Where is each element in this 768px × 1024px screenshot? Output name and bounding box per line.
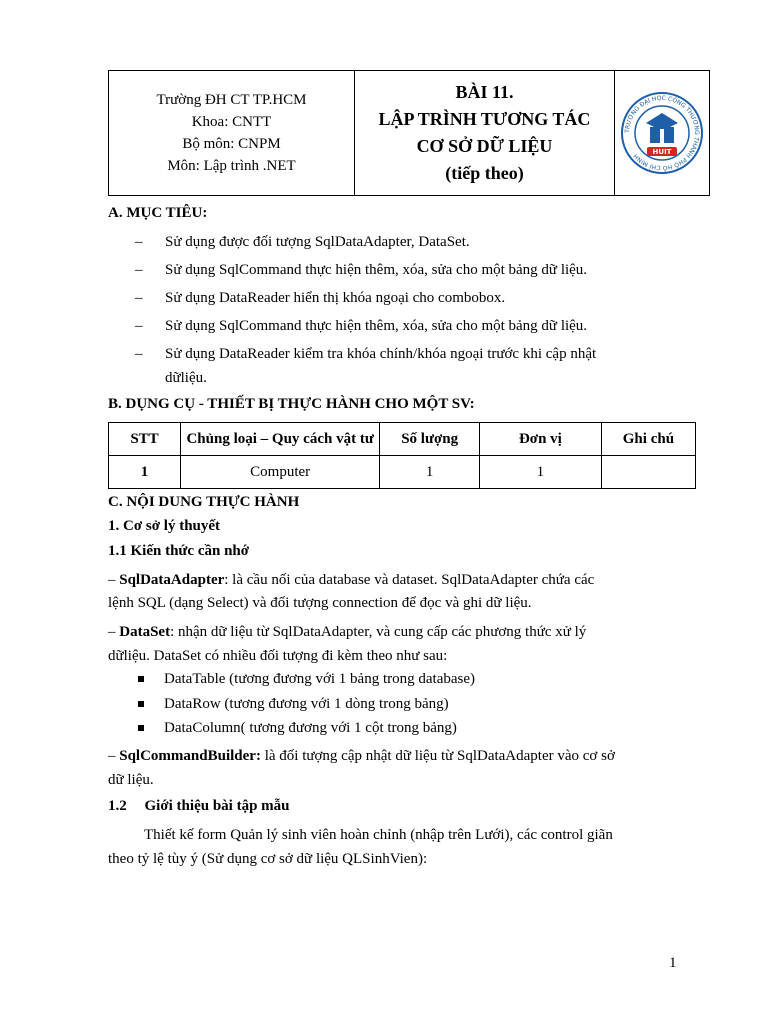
term-dataset: DataSet: [119, 624, 171, 640]
table-cell: [601, 456, 695, 489]
section-b-heading: B. DỤNG CỤ - THIẾT BỊ THỰC HÀNH CHO MỘT SV:: [108, 396, 475, 412]
paragraph-text: dữ liệu.: [108, 772, 154, 788]
paragraph-text: là đối tượng cập nhật dữ liệu từ SqlDataAdapter vào cơ sở: [260, 748, 615, 764]
dash-marker: –: [135, 234, 143, 250]
dash-marker: –: [108, 624, 116, 640]
title-line-3: CƠ SỞ DỮ LIỆU: [416, 136, 553, 156]
table-header-row: [109, 423, 696, 456]
logo-text: HUIT: [652, 148, 672, 156]
header-info: [109, 71, 355, 195]
bullet-icon: [138, 701, 144, 707]
school-name: Trường ĐH CT TP.HCM: [156, 92, 307, 108]
header-box: [108, 70, 710, 196]
subsection-number: 1.2: [108, 798, 127, 814]
objective-text: dữliệu.: [165, 370, 207, 386]
dash-marker: –: [135, 262, 143, 278]
faculty: Khoa: CNTT: [191, 114, 272, 130]
table-header: Chủng loại – Quy cách vật tư: [180, 423, 379, 456]
table-row: [109, 456, 696, 489]
table-header: Số lượng: [380, 423, 480, 456]
objective-text: Sử dụng SqlCommand thực hiện thêm, xóa, sửa cho một bảng dữ liệu.: [165, 262, 588, 278]
paragraph-text: : nhận dữ liệu từ SqlDataAdapter, và cung cấp các phương thức xử lý: [170, 624, 587, 640]
section-a-heading: A. MỤC TIÊU:: [108, 205, 208, 221]
page-number: 1: [669, 955, 677, 971]
section-c-heading: C. NỘI DUNG THỰC HÀNH: [108, 494, 300, 510]
table-header: Đơn vị: [480, 423, 602, 456]
paragraph-text: Thiết kế form Quản lý sinh viên hoàn chỉnh (nhập trên Lưới), các control giãn: [144, 827, 613, 843]
huit-logo-icon: [620, 91, 704, 175]
paragraph-dataset: [108, 621, 586, 643]
subsection-1-1-heading: 1.1 Kiến thức cần nhớ: [108, 543, 250, 559]
dash-marker: –: [108, 572, 116, 588]
title-line-1: BÀI 11.: [455, 82, 514, 102]
table-cell: 1: [380, 456, 480, 489]
paragraph-sqlcommandbuilder: [108, 745, 615, 767]
table-cell: Computer: [180, 456, 379, 489]
equipment-table: [108, 422, 696, 489]
objective-text: Sử dụng DataReader hiển thị khóa ngoại cho combobox.: [165, 290, 506, 306]
term-sqldataadapter: SqlDataAdapter: [119, 572, 225, 588]
subsection-1-heading: 1. Cơ sở lý thuyết: [108, 518, 221, 534]
paragraph-text: theo tỷ lệ tùy ý (Sử dụng cơ sở dữ liệu QLSinhVien):: [108, 851, 428, 867]
list-item-text: DataRow (tương đương với 1 dòng trong bảng): [164, 696, 449, 712]
paragraph-sqldataadapter: [108, 569, 696, 591]
title-line-2: LẬP TRÌNH TƯƠNG TÁC: [378, 109, 591, 129]
objective-text: Sử dụng DataReader kiểm tra khóa chính/khóa ngoại trước khi cập nhật: [165, 346, 597, 362]
logo-ring-text: TRƯỜNG ĐẠI HỌC CÔNG THƯƠNG THÀNH PHỐ HỒ CHÍ MINH: [623, 94, 701, 172]
table-cell: 1: [480, 456, 602, 489]
list-item-text: DataColumn( tương đương với 1 cột trong bảng): [164, 720, 457, 736]
paragraph-text: : là cầu nối của database và dataset. SqlDataAdapter chứa các: [224, 572, 595, 588]
dash-marker: –: [108, 748, 116, 764]
paragraph-text: dữliệu. DataSet có nhiều đối tượng đi kèm theo như sau:: [108, 648, 448, 664]
bullet-icon: [138, 676, 144, 682]
dash-marker: –: [135, 290, 143, 306]
dash-marker: –: [135, 318, 143, 334]
title-line-4: (tiếp theo): [445, 163, 524, 183]
subsection-1-2-heading: [108, 798, 290, 815]
school-logo: [615, 71, 709, 195]
table-cell: 1: [109, 456, 181, 489]
subject: Môn: Lập trình .NET: [167, 158, 296, 174]
paragraph-text: lệnh SQL (dạng Select) và đối tượng connection để đọc và ghi dữ liệu.: [108, 595, 532, 611]
objective-text: Sử dụng được đối tượng SqlDataAdapter, DataSet.: [165, 234, 470, 250]
term-sqlcommandbuilder: SqlCommandBuilder:: [119, 748, 261, 764]
lesson-title: [355, 71, 615, 195]
dash-marker: –: [135, 346, 143, 362]
department: Bộ môn: CNPM: [182, 136, 281, 152]
objective-text: Sử dụng SqlCommand thực hiện thêm, xóa, sửa cho một bảng dữ liệu.: [165, 318, 588, 334]
table-header: STT: [109, 423, 181, 456]
subsection-title: Giới thiệu bài tập mẫu: [144, 798, 290, 814]
list-item-text: DataTable (tương đương với 1 bảng trong database): [164, 671, 476, 687]
table-header: Ghi chú: [601, 423, 695, 456]
bullet-icon: [138, 725, 144, 731]
